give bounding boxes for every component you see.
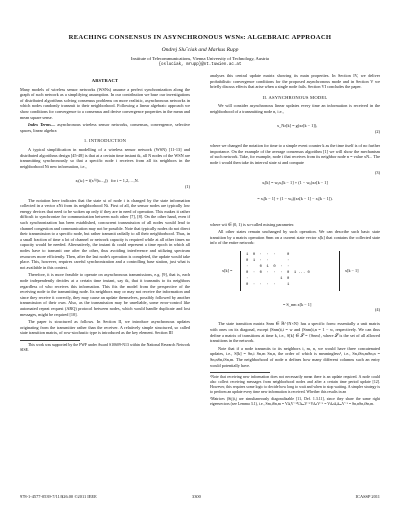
equation-3 [210, 168, 380, 218]
index-terms-label: Index Terms— [28, 122, 56, 128]
matrix-equation-4 [210, 249, 380, 293]
intro-paragraph-4: The paper is structured as follows. In Section II, we introduce asynchronous updates originating from the transmitter rather than the receiver. A relatively simple structured, so called state transition matrix, of row-stochastic type is introduced as the key element. Section III [20, 319, 190, 336]
right-paragraph-1: analyses this central update matrix showing its main properties. In Section IV, we deliver probabilistic convergence conditions for the proposed asynchronous mode and in Section V we briefly discuss effects that arise when a single node fails. Section VI concludes the paper. [210, 73, 380, 90]
matrix-lhs: x[k] = [222, 268, 233, 274]
footnote-rule-right [210, 372, 270, 373]
equation-2 [210, 118, 380, 140]
matrix-row: 1 0 · · · 0 [246, 253, 290, 258]
intro-heading: 1. INTRODUCTION [83, 138, 127, 144]
footer-page-number: 3300 [192, 494, 201, 499]
equation-4-result [210, 296, 380, 318]
matrix-row: 0 · · · · 1 [246, 283, 290, 288]
equation-3-line-1: xᵢ[k] = wᵢᵢxᵢ[k − 1] + (1 − wᵢᵢ)xₙ[k − 1] [262, 179, 328, 185]
equation-4-number: (4) [374, 307, 380, 313]
equation-1-number: (1) [184, 183, 190, 189]
funding-footnote: This work was supported by the FWF under Award S10609-N13 within the National Research Network SISE. [20, 342, 190, 352]
abstract-text: Many models of wireless sensor networks (WSNs) assume a perfect synchronization along the graph of such network as a simplifying assumption. In our contribution we base our investigations of distributed algorithms solving consensus problems on more realistic, asynchronous networks in which nodes randomly transmit to their neighborhood. Following a linear algebraic approach we show conditions for convergence to a consensus and derive convergence properties in the mean and mean square sense. [20, 86, 190, 120]
matrix-row: 0 1 · · · [246, 259, 290, 264]
equation-2-number: (2) [374, 128, 380, 134]
abstract-heading: ABSTRACT [91, 78, 119, 83]
matrix-row: · 0 1 0 · · [246, 265, 290, 270]
paper-authors: Ondrej Sluˇciak and Markus Rupp [161, 47, 239, 53]
matrix-rhs: x[k − 1] [345, 268, 359, 274]
right-paragraph-2: We will consider asynchronous linear updates every time an information is received in the neighborhood of a transmitting node n, i.e., [210, 103, 380, 114]
right-paragraph-5: All other states remain unchanged by such operation. We can describe such basic state transition by a matrix operation Snm on a current state vector x[k] that contains the collected state info of the entire network: [210, 229, 380, 246]
model-heading: II. ASYNCHRONOUS MODEL [262, 94, 328, 100]
equation-1-body: xᵢ(tₖ) = f(x⁽ʲ⁾(tₖ₋₁)) for i = 1,2,…,N. [75, 177, 139, 183]
footnote-2: ²Matrices (Sij)i,j are simultaneously diagonalizable [11, Def. 1.3.11], since they share the same right eigenvectors (see Lemma 3.1), i.e., Sm,iSn,m = V∆ᵢV⁻¹V∆ₘV⁻¹V∆ₙV⁻¹ = V∆ₙ∆ᵢ∆ₘV⁻¹ = Sn,nSn,iSn,m. [210, 397, 380, 407]
index-terms-text: asynchronous wireless sensor networks, consensus, convergence, selective spaces, linear algebra [20, 122, 190, 133]
footnote-1: ¹Note that receiving new information does not necessarily mean there is an update required. A node could also collect receiving messages from neighborhood nodes and after a certain time period update [12]. However, this requires some logic to decide how long to wait and when to stop waiting. A simpler strategy is to perform an update every time new information is received. Whether this results in an [210, 375, 380, 395]
footer-conference: ICASSP 2011 [355, 494, 380, 499]
matrix-row: 0 · 0 · · · 0 1 ... 0 [246, 271, 310, 276]
footnote-rule [20, 340, 80, 341]
matrix-row: · 1 0 [246, 277, 290, 282]
paper-affiliation: Institute of Telecommunications, Vienna University of Technology, Austria [131, 56, 269, 61]
left-column [20, 73, 190, 355]
index-terms [20, 122, 190, 133]
right-paragraph-4: where wii ∈ (0, 1) is so-called mixing parameter. [210, 221, 295, 227]
footer-isbn: 978-1-4577-0539-7/11/$26.00 ©2011 IEEE [20, 494, 97, 499]
equation-3-number: (3) [374, 170, 380, 176]
intro-paragraph-1: A typical simplification in modelling of a wireless sensor network (WSN) [11-13] and distributed algorithms design [45-48] is that at a certain time instant tk, all N nodes of the WSN are transmitting synchronously so that a specific node i receives from all its neighbors in the neighborhood Ni new information, i.e., [20, 146, 190, 169]
right-paragraph-6: The state transition matrix Snm ∈ ℝ^{N×N} has a specific form: essentially a unit matrix with ones on its diagonal, except (Snm)i,i = w and (Snm)i,n = 1 − w, respectively. We can thus define a matrix of transitions at time k, i.e., S[k] ∈ 𝒮 = {Snm}, where 𝒮 is the set of all allowed transitions in the network. [210, 321, 380, 344]
equation-2-body: x_Nₙ[k] = g(xₙ[k − 1]), [276, 123, 318, 129]
intro-paragraph-3: Therefore, it is more feasible to operate on asynchronous transmissions, e.g. [9], that is, each node independently decides at a certain time instant, say tk, that it transmits to its neighbors regardless of who receives this information. This fits the model from the perspective of the receiving node to the transmitting node. Its neighbors may or may not receive the information and since they receive it correctly, they may cause an update themselves, possibly followed by another transmission of their own. Also, as the transmission may be unreliable, some error-control like automated repeat request (ARQ) protocol between nodes, which would handle duplicate and lost messages, might be required [10]. [20, 272, 190, 317]
equation-4-result-body: = S_nm x[k − 1] [282, 301, 312, 307]
right-paragraph-3: where we changed the notation for time to a simple event counter k as the time itself is of no further importance. On the example of the average consensus algorithm [1] we will show the mechanism of such network. Take, for example, node i that receives from its neighbor node n = value xN... The node i would then take its interval state xi and compute [210, 142, 380, 165]
equation-3-line-2: = xᵢ[k − 1] + (1 − wᵢᵢ)(xₙ[k − 1] − xᵢ[k − 1]). [257, 196, 333, 202]
paper-title: REACHING CONSENSUS IN ASYNCHRONOUS WSNs: ALGEBRAIC APPROACH [68, 34, 332, 41]
right-paragraph-7: Note that if a node transmits to its neighbors i, m, n, we would have three concatenated updates, i.e., S[k] = Sn,i Sn,m Sn,n, the order of which is meaningless¹, i.e., Sn,iSn,mSn,n = Sn,nSn,iSn,m. The neighborhood of node n defines how many different columns such an entry would potentially have. [210, 345, 380, 368]
paper-email: {osluciak, mrupp}@nt.tuwien.ac.at [158, 63, 242, 67]
intro-paragraph-2: The notation here indicates that the state xi of node i is changed by the state information collected in a vector xNi from its neighborhood Ni. First of all, the sensor nodes are typically low energy devices that need to be woken up only if they are in need of operation. This makes it rather difficult to synchronize for communication between such other [7], [8]. On the other hand, even if such synchronization has been established, concurrent transmission of all nodes would lead to channel congestion and communication may not be possible. Note that typically nodes do not direct their transmission to a specific node, but rather transmit radially to all their neighborhood. Thus, in a small fraction of time a lot of channel or network capacity is required while at all other times no capacity would be needed. Alternatively, the instant tk could represent a time epoch in which all nodes have to transmit one after the other, thus avoiding interference and utilizing spectrum resources more efficiently. Then, after the last node's operation is completed, the update would take place. This, however, requires careful synchronization and a controlling base station, just what is not available in this context. [20, 197, 190, 270]
right-column [210, 73, 380, 409]
equation-1 [20, 172, 190, 194]
